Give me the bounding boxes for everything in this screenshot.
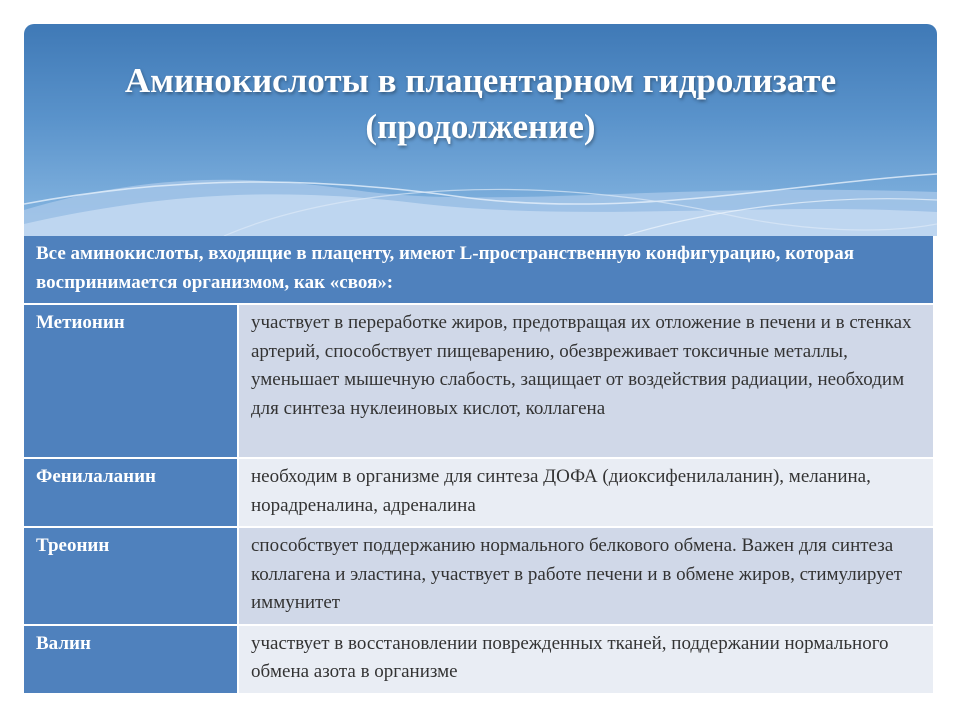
amino-acid-description: необходим в организме для синтеза ДОФА (диоксифенилаланин), меланина, норадреналина, адреналина [238, 458, 933, 527]
amino-acid-description: участвует в восстановлении поврежденных тканей, поддержании нормального обмена азота в организме [238, 625, 933, 693]
slide-title [24, 58, 937, 150]
title-banner [24, 24, 937, 236]
amino-acid-name: Треонин [24, 527, 238, 625]
table-row [24, 625, 933, 693]
amino-acid-description: участвует в переработке жиров, предотвращая их отложение в печени и в стенках артерий, способствует пищеварению, обезвреживает токсичные металлы, уменьшает мышечную слабость, защищает от воздействия радиации, необходим для синтеза нуклеиновых кислот, коллагена [238, 304, 933, 458]
title-line-2: (продолжение) [365, 107, 596, 146]
table-row [24, 527, 933, 625]
title-line-1: Аминокислоты в плацентарном гидролизате [124, 61, 837, 100]
table-header: Все аминокислоты, входящие в плаценту, имеют L-пространственную конфигурацию, которая воспринимается организмом, как «своя»: [24, 236, 933, 304]
amino-acid-description: способствует поддержанию нормального белкового обмена. Важен для синтеза коллагена и эластина, участвует в работе печени и в обмене жиров, стимулирует иммунитет [238, 527, 933, 625]
table-row [24, 304, 933, 458]
amino-acids-table [24, 236, 933, 693]
amino-acid-name: Метионин [24, 304, 238, 458]
amino-acid-name: Валин [24, 625, 238, 693]
amino-acid-name: Фенилаланин [24, 458, 238, 527]
table-row [24, 458, 933, 527]
